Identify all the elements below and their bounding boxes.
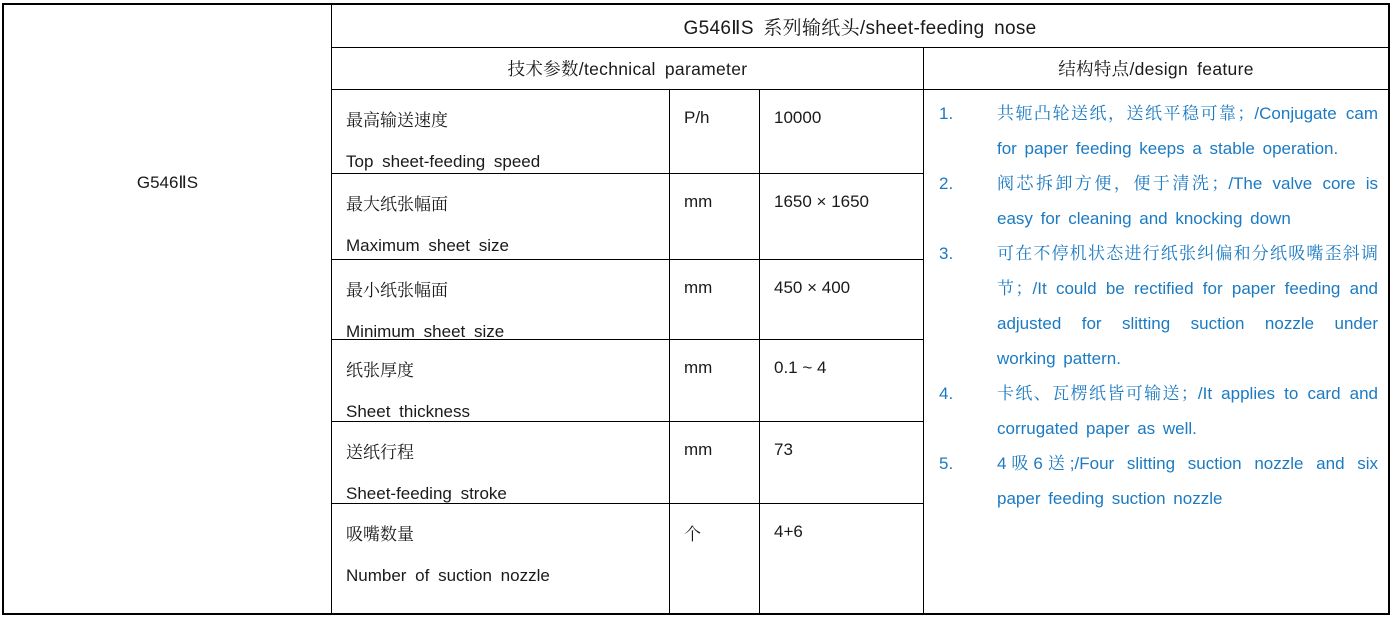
param-value: 1650 × 1650 xyxy=(760,174,924,260)
param-unit: mm xyxy=(670,422,760,504)
param-name-sheet-feeding-stroke xyxy=(332,422,670,504)
feature-number: 5. xyxy=(939,454,954,473)
model-cell xyxy=(4,5,332,613)
technical-parameter-header xyxy=(332,48,924,90)
feature-item xyxy=(924,376,1378,446)
param-name-maximum-sheet-size xyxy=(332,174,670,260)
feature-text: 卡纸、瓦楞纸皆可输送；/It applies to card and corrugated paper as well. xyxy=(997,384,1378,438)
design-feature-header-text: 结构特点/design feature xyxy=(1058,59,1254,79)
feature-item xyxy=(924,446,1378,516)
param-name-en: Minimum sheet size xyxy=(346,322,505,340)
feature-item xyxy=(924,236,1378,376)
param-name-zh: 吸嘴数量 xyxy=(346,524,414,544)
feature-text: 阀芯拆卸方便，便于清洗；/The valve core is easy for cleaning and knocking down xyxy=(997,174,1378,228)
param-value: 0.1 ~ 4 xyxy=(760,340,924,422)
param-name-zh: 最小纸张幅面 xyxy=(346,280,448,300)
param-value: 10000 xyxy=(760,90,924,174)
param-value: 450 × 400 xyxy=(760,260,924,340)
param-name-sheet-thickness xyxy=(332,340,670,422)
feature-text: 可在不停机状态进行纸张纠偏和分纸吸嘴歪斜调节；/It could be rectified for paper feeding and adjusted for slitting suction nozzle under working pattern. xyxy=(997,244,1378,368)
table-title-text: G546ⅡS 系列输纸头/sheet-feeding nose xyxy=(683,17,1037,39)
param-unit: mm xyxy=(670,340,760,422)
param-name-number-of-suction-nozzle xyxy=(332,504,670,613)
design-feature-header xyxy=(924,48,1388,90)
feature-number: 4. xyxy=(939,384,954,403)
param-name-en: Number of suction nozzle xyxy=(346,566,550,585)
param-name-top-sheet-feeding-speed xyxy=(332,90,670,174)
param-name-en: Sheet thickness xyxy=(346,402,471,421)
model-label: G546ⅡS xyxy=(136,173,199,192)
feature-item xyxy=(924,96,1378,166)
param-unit: 个 xyxy=(670,504,760,613)
param-name-en: Maximum sheet size xyxy=(346,236,509,255)
param-name-zh: 送纸行程 xyxy=(346,442,414,462)
feature-number: 3. xyxy=(939,244,954,263)
feature-text: 共轭凸轮送纸，送纸平稳可靠；/Conjugate cam for paper feeding keeps a stable operation. xyxy=(997,104,1378,158)
feature-number: 2. xyxy=(939,174,954,193)
param-value: 4+6 xyxy=(760,504,924,613)
param-name-zh: 纸张厚度 xyxy=(346,360,414,380)
technical-parameter-header-text: 技术参数/technical parameter xyxy=(507,59,748,79)
param-name-zh: 最高输送速度 xyxy=(346,110,448,130)
spec-table xyxy=(2,3,1390,615)
design-feature-cell xyxy=(924,90,1388,613)
feature-text: 4吸6送;/Four slitting suction nozzle and six paper feeding suction nozzle xyxy=(997,454,1378,508)
param-unit: mm xyxy=(670,174,760,260)
param-name-zh: 最大纸张幅面 xyxy=(346,194,448,214)
param-name-minimum-sheet-size xyxy=(332,260,670,340)
feature-item xyxy=(924,166,1378,236)
table-title xyxy=(332,5,1388,48)
param-value: 73 xyxy=(760,422,924,504)
param-name-en: Top sheet-feeding speed xyxy=(346,152,541,171)
param-name-en: Sheet-feeding stroke xyxy=(346,484,507,503)
param-unit: P/h xyxy=(670,90,760,174)
feature-number: 1. xyxy=(939,104,954,123)
param-unit: mm xyxy=(670,260,760,340)
